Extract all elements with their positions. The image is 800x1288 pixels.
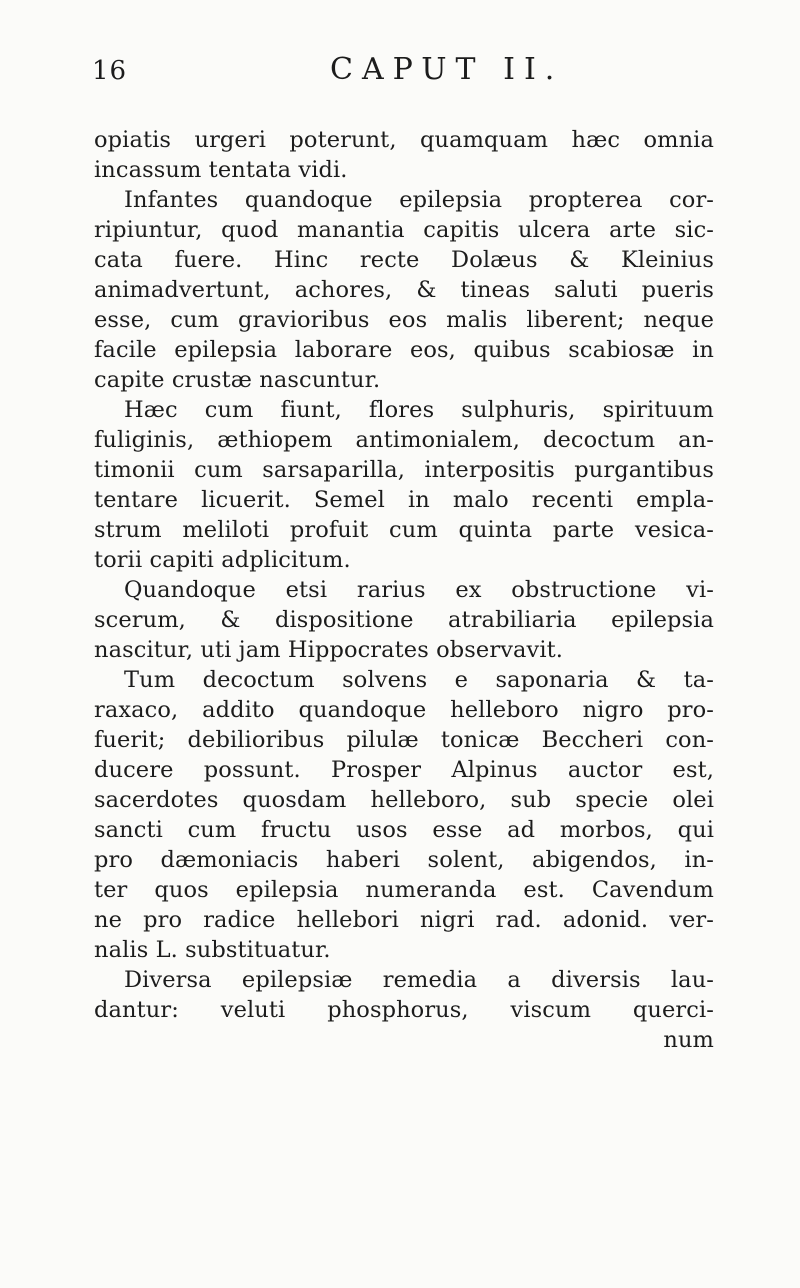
text-line: ripiuntur, quod manantia capitis ulcera arte sic- [94, 217, 714, 243]
text-line: nascitur, uti jam Hippocrates observavit. [94, 637, 564, 663]
text-line: raxaco, addito quandoque helleboro nigro pro- [94, 697, 714, 723]
text-line: pro dæmoniacis haberi solent, abigendos, in- [94, 847, 714, 873]
body-text [94, 125, 714, 1055]
text-line: strum meliloti profuit cum quinta parte vesica- [94, 517, 714, 543]
text-line: incassum tentata vidi. [94, 157, 348, 183]
text-line: sancti cum fructu usos esse ad morbos, qui [94, 817, 714, 843]
paragraph-start-line: Hæc cum fiunt, flores sulphuris, spirituum [124, 397, 714, 423]
text-line: ne pro radice hellebori nigri rad. adonid. ver- [94, 907, 714, 933]
text-line: ducere possunt. Prosper Alpinus auctor est, [94, 757, 714, 783]
text-line: torii capiti adplicitum. [94, 547, 351, 573]
paragraph-start-line: Infantes quandoque epilepsia propterea cor- [124, 187, 714, 213]
text-line: scerum, & dispositione atrabiliaria epilepsia [94, 607, 714, 633]
text-line: animadvertunt, achores, & tineas saluti pueris [94, 277, 714, 303]
text-line: ter quos epilepsia numeranda est. Cavendum [94, 877, 714, 903]
text-line: timonii cum sarsaparilla, interpositis purgantibus [94, 457, 714, 483]
paragraph-start-line: Quandoque etsi rarius ex obstructione vi- [124, 577, 714, 603]
text-line: nalis L. substituatur. [94, 937, 331, 963]
text-line: dantur: veluti phosphorus, viscum querci- [94, 997, 714, 1023]
text-line: esse, cum gravioribus eos malis liberent; neque [94, 307, 714, 333]
text-line: sacerdotes quosdam helleboro, sub specie olei [94, 787, 714, 813]
text-line: fuliginis, æthiopem antimonialem, decoctum an- [94, 427, 714, 453]
text-line: tentare licuerit. Semel in malo recenti empla- [94, 487, 714, 513]
paragraph-start-line: Diversa epilepsiæ remedia a diversis lau- [124, 967, 714, 993]
catchword: num [663, 1027, 714, 1053]
text-line: capite crustæ nascuntur. [94, 367, 381, 393]
running-head [0, 52, 800, 92]
page-number: 16 [92, 56, 128, 86]
text-line: cata fuere. Hinc recte Dolæus & Kleinius [94, 247, 714, 273]
text-line: fuerit; debilioribus pilulæ tonicæ Beccheri con- [94, 727, 714, 753]
text-line: opiatis urgeri poterunt, quamquam hæc omnia [94, 127, 714, 153]
text-line: facile epilepsia laborare eos, quibus scabiosæ in [94, 337, 714, 363]
paragraph-start-line: Tum decoctum solvens e saponaria & ta- [124, 667, 714, 693]
chapter-heading: CAPUT II. [330, 52, 564, 87]
